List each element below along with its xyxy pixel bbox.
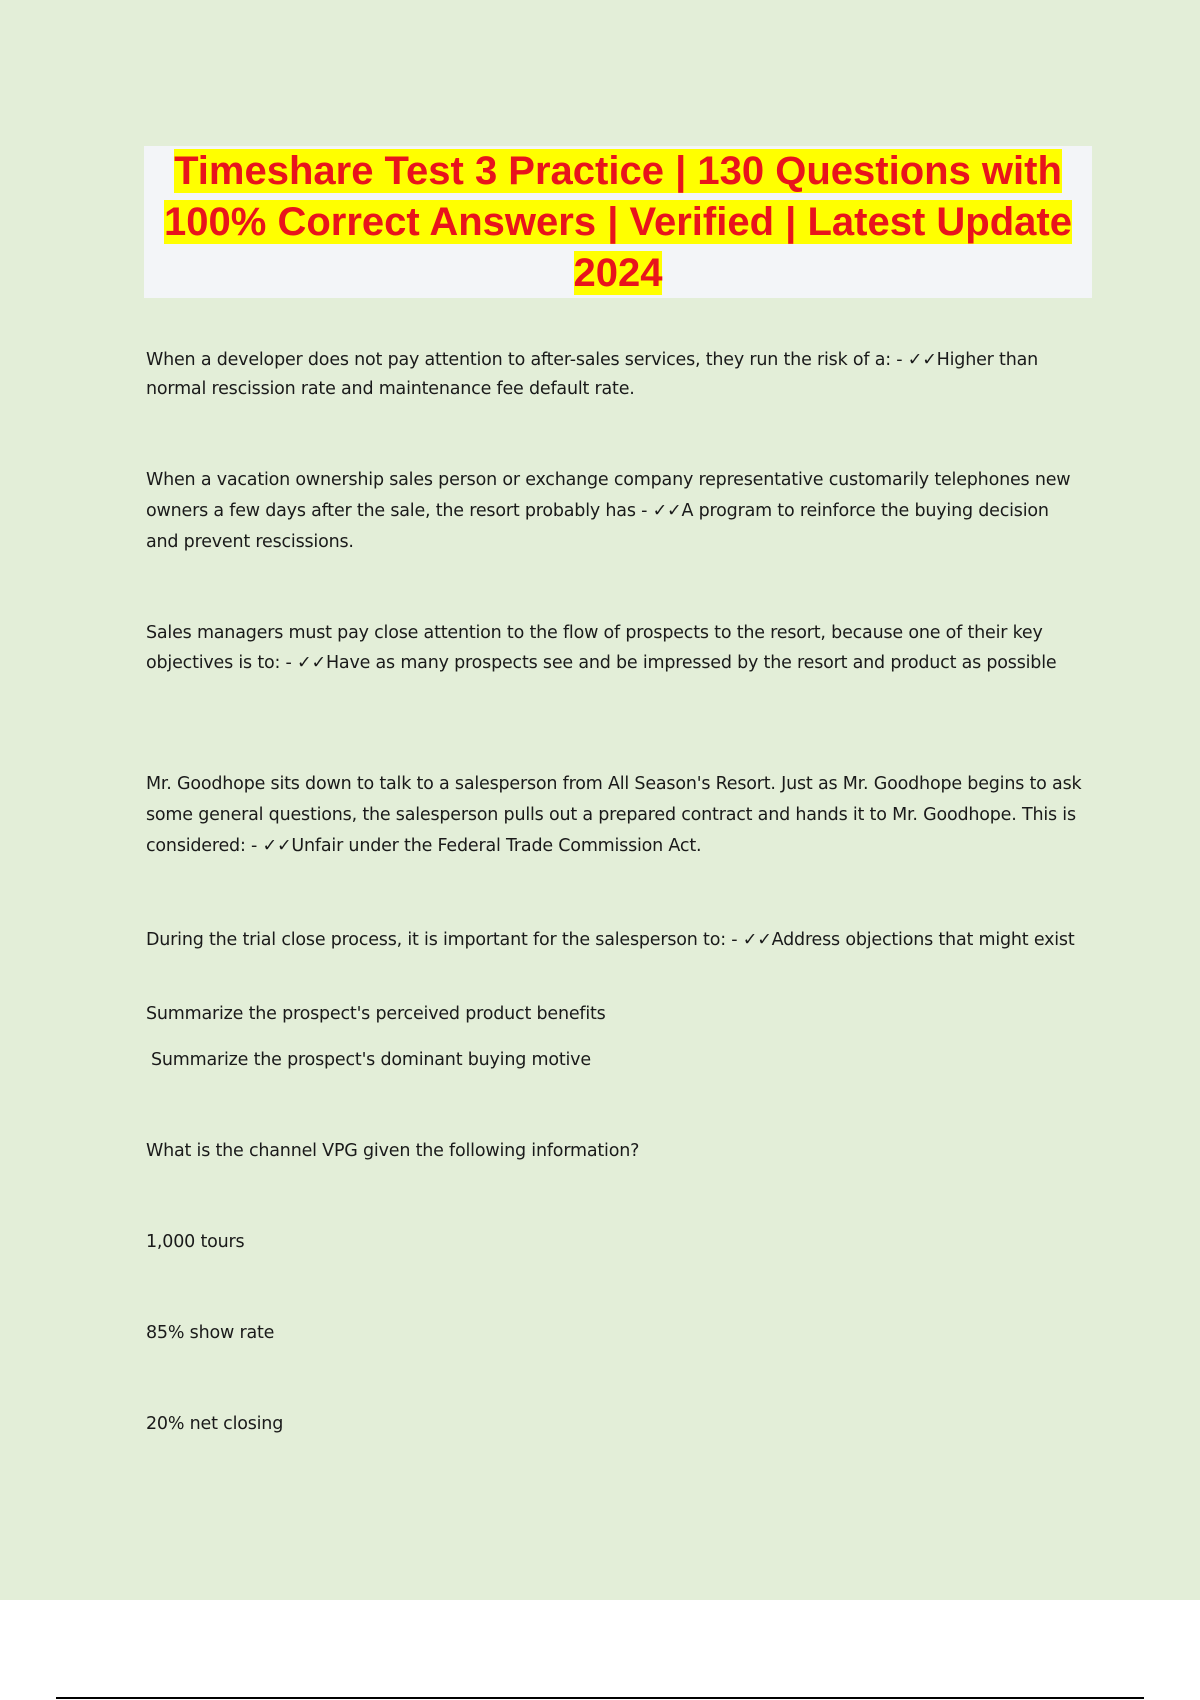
footer-rule bbox=[56, 1697, 1144, 1699]
answer-line-benefits: Summarize the prospect's perceived product benefits bbox=[146, 1004, 606, 1024]
question-paragraph-3: Sales managers must pay close attention to the flow of prospects to the resort, because one of their key objectives is to: - ✓✓Have as many prospects see and be impressed by the resort and product as possible bbox=[146, 623, 1057, 673]
question-paragraph-5: During the trial close process, it is important for the salesperson to: - ✓✓Address objections that might exist bbox=[146, 930, 1075, 950]
question-paragraph-6: What is the channel VPG given the following information? bbox=[146, 1141, 640, 1161]
info-line-tours: 1,000 tours bbox=[146, 1232, 245, 1252]
title-box bbox=[144, 146, 1092, 298]
document-title: Timeshare Test 3 Practice | 130 Questions with 100% Correct Answers | Verified | Latest Update 2024 bbox=[164, 149, 1072, 295]
answer-line-motive: Summarize the prospect's dominant buying motive bbox=[151, 1050, 591, 1070]
question-paragraph-4: Mr. Goodhope sits down to talk to a salesperson from All Season's Resort. Just as Mr. Goodhope begins to ask some general questions, the salesperson pulls out a prepared contract and hands it to Mr. Goodhope. This is considered: - ✓✓Unfair under the Federal Trade Commission Act. bbox=[146, 774, 1082, 856]
question-paragraph-2: When a vacation ownership sales person or exchange company representative customarily telephones new owners a few days after the sale, the resort probably has - ✓✓A program to reinforce the buying decision and prevent rescissions. bbox=[146, 470, 1071, 552]
question-paragraph-1: When a developer does not pay attention to after-sales services, they run the risk of a: - ✓✓Higher than normal rescission rate and maintenance fee default rate. bbox=[146, 350, 1038, 399]
info-line-show-rate: 85% show rate bbox=[146, 1323, 275, 1343]
info-line-net-closing: 20% net closing bbox=[146, 1414, 284, 1434]
